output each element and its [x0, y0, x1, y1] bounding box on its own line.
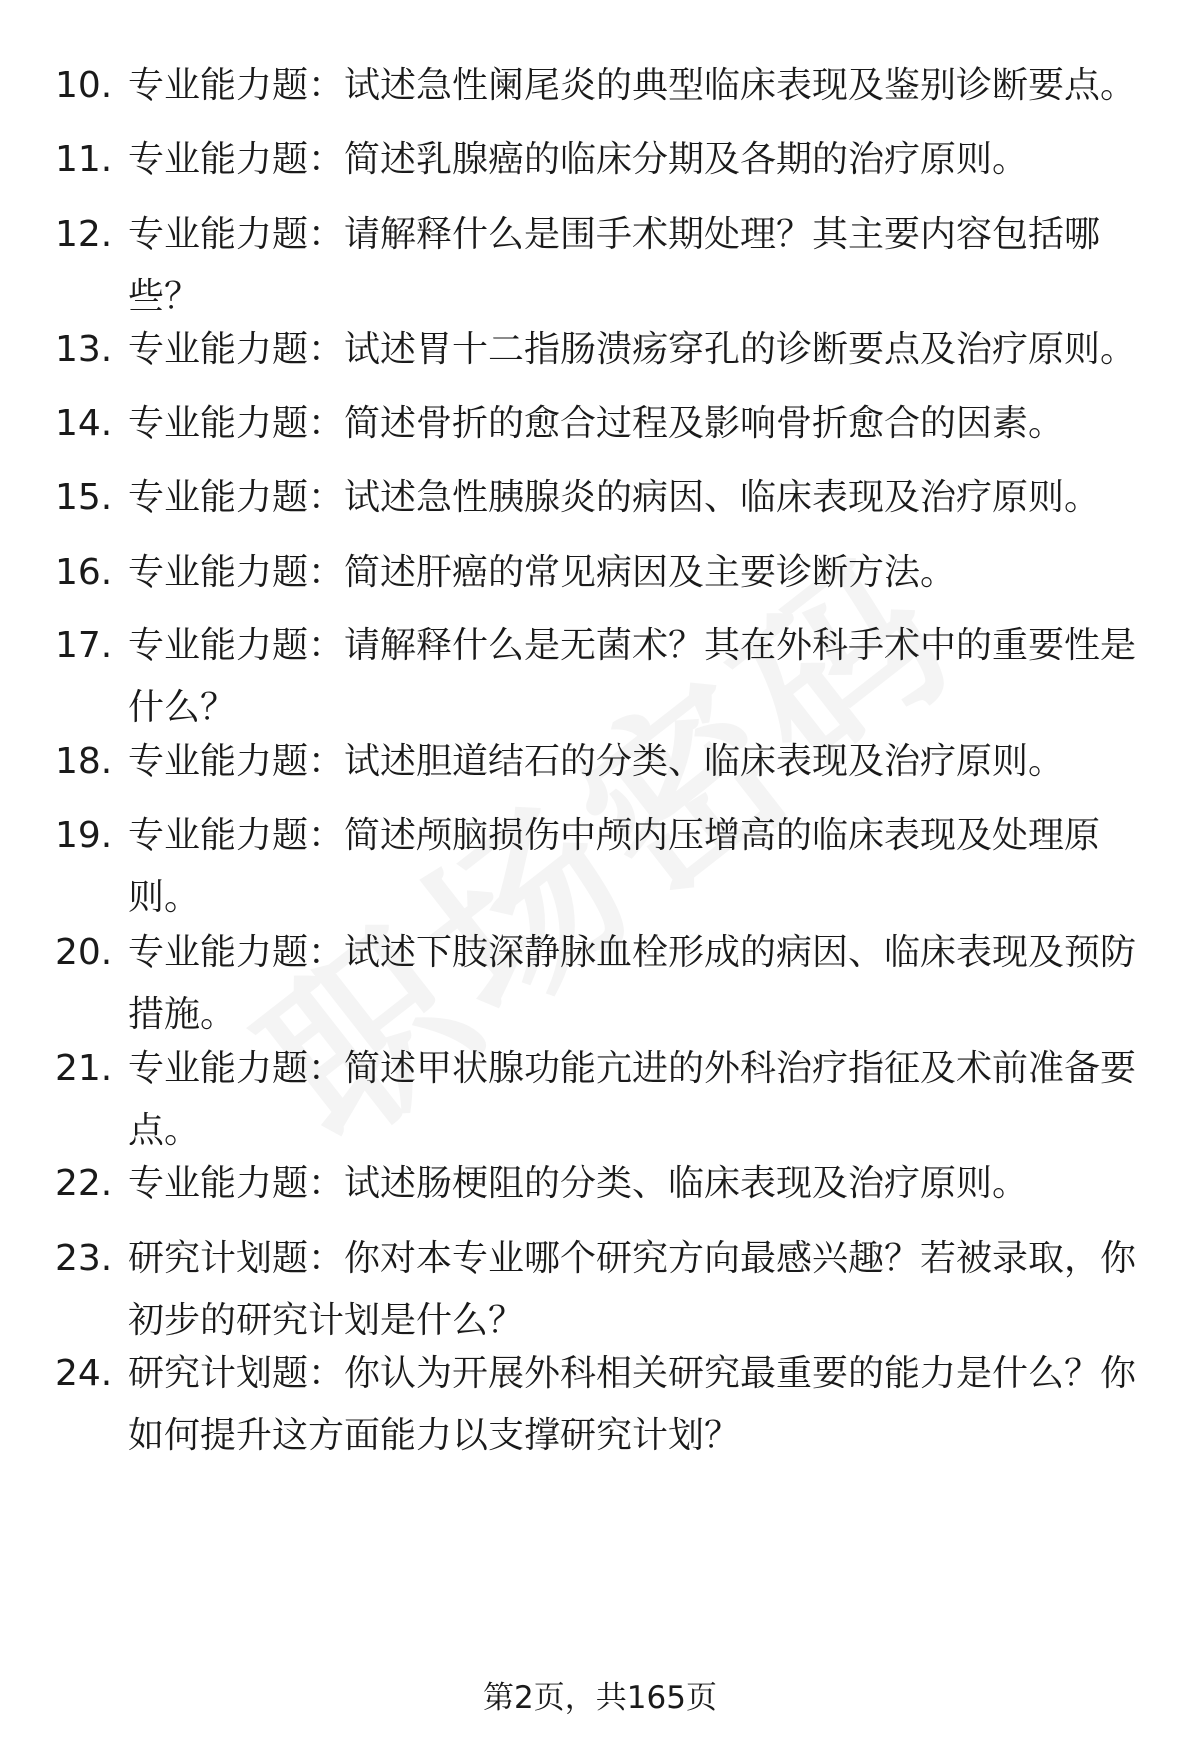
question-text-line: 研究计划题：你认为开展外科相关研究最重要的能力是什么？你 — [128, 1353, 1137, 1394]
question-number: 17. — [55, 625, 113, 666]
question-text-line: 专业能力题：请解释什么是无菌术？其在外科手术中的重要性是 — [128, 625, 1137, 666]
question-number: 13. — [55, 329, 113, 370]
question-number: 18. — [55, 741, 113, 782]
question-text-line: 专业能力题：试述胆道结石的分类、临床表现及治疗原则。 — [128, 741, 1065, 782]
question-text-line: 点。 — [128, 1110, 201, 1151]
question-text-line: 措施。 — [128, 994, 237, 1035]
question-text-line: 专业能力题：试述下肢深静脉血栓形成的病因、临床表现及预防 — [128, 932, 1137, 973]
question-number: 24. — [55, 1353, 113, 1394]
question-text-line: 专业能力题：简述甲状腺功能亢进的外科治疗指征及术前准备要 — [128, 1048, 1137, 1089]
question-text — [128, 545, 1148, 601]
question-text — [128, 470, 1148, 526]
question-text — [128, 925, 1148, 1043]
question-text-line: 专业能力题：试述胃十二指肠溃疡穿孔的诊断要点及治疗原则。 — [128, 329, 1137, 370]
question-number: 12. — [55, 214, 113, 255]
question-text-line: 些？ — [128, 276, 201, 317]
question-text-line: 研究计划题：你对本专业哪个研究方向最感兴趣？若被录取，你 — [128, 1238, 1137, 1279]
question-text — [128, 808, 1148, 926]
question-number: 15. — [55, 477, 113, 518]
question-text — [128, 1041, 1148, 1159]
question-number: 10. — [55, 65, 113, 106]
question-number: 14. — [55, 403, 113, 444]
question-text-line: 专业能力题：简述肝癌的常见病因及主要诊断方法。 — [128, 552, 957, 593]
question-number: 21. — [55, 1048, 113, 1089]
question-number: 22. — [55, 1163, 113, 1204]
question-text — [128, 207, 1148, 325]
question-text — [128, 396, 1148, 452]
question-text-line: 专业能力题：请解释什么是围手术期处理？其主要内容包括哪 — [128, 214, 1101, 255]
question-text — [128, 618, 1148, 736]
question-number: 23. — [55, 1238, 113, 1279]
question-text — [128, 322, 1148, 378]
question-number: 19. — [55, 815, 113, 856]
question-number: 11. — [55, 139, 113, 180]
question-text-line: 专业能力题：简述颅脑损伤中颅内压增高的临床表现及处理原 — [128, 815, 1101, 856]
question-text — [128, 734, 1148, 790]
question-text-line: 专业能力题：试述急性阑尾炎的典型临床表现及鉴别诊断要点。 — [128, 65, 1137, 106]
question-text-line: 什么？ — [128, 687, 237, 728]
question-number: 16. — [55, 552, 113, 593]
question-text-line: 专业能力题：试述急性胰腺炎的病因、临床表现及治疗原则。 — [128, 477, 1101, 518]
question-text-line: 则。 — [128, 877, 201, 918]
question-text-line: 初步的研究计划是什么？ — [128, 1300, 525, 1341]
question-text-line: 专业能力题：试述肠梗阻的分类、临床表现及治疗原则。 — [128, 1163, 1029, 1204]
question-text-line: 专业能力题：简述乳腺癌的临床分期及各期的治疗原则。 — [128, 139, 1029, 180]
question-text — [128, 1156, 1148, 1212]
page-footer: 第2页，共165页 — [483, 1680, 717, 1716]
question-text — [128, 1346, 1148, 1464]
question-number: 20. — [55, 932, 113, 973]
question-text-line: 专业能力题：简述骨折的愈合过程及影响骨折愈合的因素。 — [128, 403, 1065, 444]
question-text — [128, 1231, 1148, 1349]
question-text — [128, 132, 1148, 188]
question-text — [128, 58, 1148, 114]
question-text-line: 如何提升这方面能力以支撑研究计划？ — [128, 1415, 741, 1456]
